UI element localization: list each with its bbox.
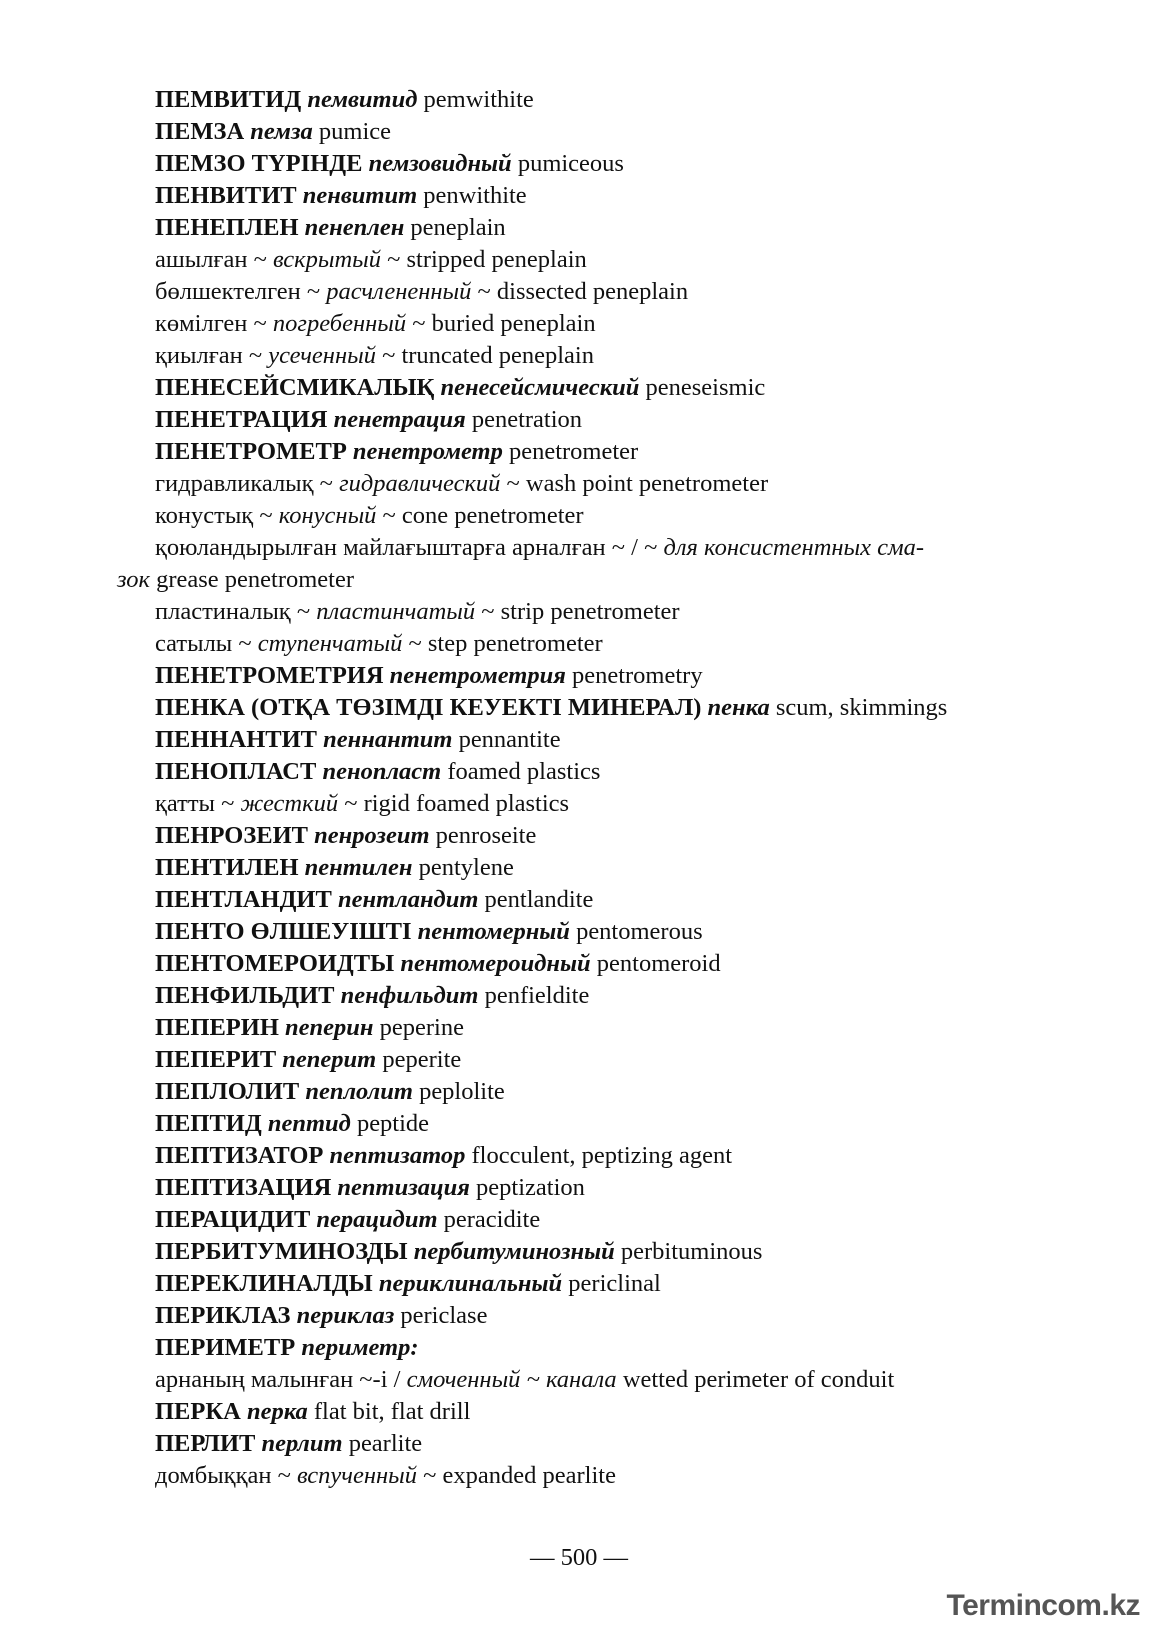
kazakh-headword: ПЕРКА <box>155 1398 241 1425</box>
headword-entry <box>117 660 1017 692</box>
kazakh-term: конустық ~ <box>155 502 273 529</box>
kazakh-headword: ПЕНЕТРАЦИЯ <box>155 406 328 433</box>
english-term: grease penetrometer <box>156 566 355 593</box>
russian-term: пептизация <box>337 1174 470 1201</box>
headword-entry <box>117 1012 1017 1044</box>
kazakh-term: домбыққан ~ <box>155 1462 291 1489</box>
kazakh-headword: ПЕНВИТИТ <box>155 182 297 209</box>
subentry <box>117 276 1017 308</box>
russian-term: пенесейсмический <box>440 374 640 401</box>
english-term: pentylene <box>418 854 514 881</box>
headword-entry <box>117 916 1017 948</box>
kazakh-headword: ПЕРЛИТ <box>155 1430 256 1457</box>
english-term: perbituminous <box>620 1238 763 1265</box>
kazakh-headword: ПЕНКА (ОТҚА ТӨЗІМДІ КЕУЕКТІ МИНЕРАЛ) <box>155 694 702 721</box>
russian-term: перлит <box>261 1430 343 1457</box>
russian-term: пеплолит <box>305 1078 413 1105</box>
kazakh-headword: ПЕНОПЛАСТ <box>155 758 317 785</box>
headword-entry <box>117 852 1017 884</box>
english-term: ~ step penetrometer <box>408 630 603 657</box>
russian-term: пентомерный <box>417 918 570 945</box>
headword-entry <box>117 84 1017 116</box>
entry-continuation <box>117 564 1017 596</box>
russian-term: пенфильдит <box>340 982 479 1009</box>
subentry <box>117 788 1017 820</box>
english-term: ~ expanded pearlite <box>423 1462 616 1489</box>
english-term: ~ rigid foamed plastics <box>344 790 570 817</box>
russian-term: периклаз <box>296 1302 395 1329</box>
kazakh-headword: ПЕНТОМЕРОИДТЫ <box>155 950 395 977</box>
russian-term: пенетрометр <box>352 438 503 465</box>
english-term: ~ stripped peneplain <box>387 246 587 273</box>
kazakh-headword: ПЕМЗА <box>155 118 245 145</box>
kazakh-headword: ПЕНФИЛЬДИТ <box>155 982 335 1009</box>
english-term: pearlite <box>348 1430 423 1457</box>
headword-entry <box>117 1236 1017 1268</box>
russian-term: периметр: <box>301 1334 419 1361</box>
russian-term: погребенный <box>272 310 407 337</box>
english-term: pemwithite <box>423 86 534 113</box>
english-term: foamed plastics <box>447 758 601 785</box>
headword-entry <box>117 1076 1017 1108</box>
headword-entry <box>117 1268 1017 1300</box>
russian-term: пептид <box>267 1110 351 1137</box>
english-term: penetrometer <box>508 438 639 465</box>
headword-entry <box>117 148 1017 180</box>
russian-term: пенвитит <box>302 182 418 209</box>
russian-term: пеперин <box>285 1014 374 1041</box>
kazakh-headword: ПЕННАНТИТ <box>155 726 318 753</box>
subentry <box>117 468 1017 500</box>
kazakh-headword: ПЕРЕКЛИНАЛДЫ <box>155 1270 373 1297</box>
russian-term: расчлененный <box>326 278 472 305</box>
english-term: peptization <box>476 1174 585 1201</box>
kazakh-headword: ПЕРИКЛАЗ <box>155 1302 291 1329</box>
kazakh-headword: ПЕПТИД <box>155 1110 262 1137</box>
russian-term: пеперит <box>282 1046 377 1073</box>
english-term: peperine <box>379 1014 464 1041</box>
english-term: pentomeroid <box>596 950 721 977</box>
subentry <box>117 308 1017 340</box>
russian-term: периклинальный <box>378 1270 563 1297</box>
headword-entry <box>117 948 1017 980</box>
headword-entry <box>117 212 1017 244</box>
kazakh-headword: ПЕПТИЗАТОР <box>155 1142 324 1169</box>
kazakh-headword: ПЕНЕСЕЙСМИКАЛЫҚ <box>155 374 435 401</box>
english-term: flocculent, peptizing agent <box>471 1142 733 1169</box>
page-number: — 500 — <box>530 1544 628 1571</box>
subentry <box>117 1364 1017 1396</box>
russian-term: пентландит <box>337 886 479 913</box>
kazakh-headword: ПЕРАЦИДИТ <box>155 1206 311 1233</box>
russian-term: пенрозеит <box>314 822 430 849</box>
russian-term: гидравлический <box>339 470 501 497</box>
english-term: peplolite <box>419 1078 505 1105</box>
kazakh-headword: ПЕПТИЗАЦИЯ <box>155 1174 332 1201</box>
english-term: peptide <box>356 1110 430 1137</box>
headword-entry <box>117 372 1017 404</box>
russian-term: вспученный <box>296 1462 418 1489</box>
russian-term: пеннантит <box>323 726 453 753</box>
kazakh-term: ашылған ~ <box>155 246 267 273</box>
english-term: scum, skimmings <box>775 694 948 721</box>
english-term: peperite <box>382 1046 462 1073</box>
russian-term: пербитуминозный <box>413 1238 615 1265</box>
headword-entry <box>117 1044 1017 1076</box>
kazakh-term: бөлшектелген ~ <box>155 278 321 305</box>
headword-entry <box>117 1140 1017 1172</box>
headword-entry <box>117 980 1017 1012</box>
russian-term: пенка <box>707 694 770 721</box>
russian-term: усеченный <box>268 342 376 369</box>
kazakh-term: көмілген ~ <box>155 310 267 337</box>
russian-term: пептизатор <box>329 1142 466 1169</box>
russian-term: пенетрометрия <box>389 662 566 689</box>
english-term: ~ buried peneplain <box>412 310 596 337</box>
english-term: ~ truncated peneplain <box>382 342 594 369</box>
headword-entry <box>117 692 1017 724</box>
english-term: periclase <box>400 1302 488 1329</box>
kazakh-term: қиылған ~ <box>155 342 263 369</box>
russian-term: перка <box>246 1398 308 1425</box>
headword-entry <box>117 820 1017 852</box>
headword-entry <box>117 404 1017 436</box>
english-term: ~ dissected peneplain <box>477 278 689 305</box>
kazakh-headword: ПЕНРОЗЕИТ <box>155 822 309 849</box>
english-term: penwithite <box>423 182 527 209</box>
english-term: pennantite <box>458 726 561 753</box>
kazakh-headword: ПЕМВИТИД <box>155 86 302 113</box>
kazakh-headword: ПЕНТЛАНДИТ <box>155 886 332 913</box>
kazakh-term: қоюландырылған майлағыштарға арналған ~ / ~ <box>155 534 658 561</box>
headword-entry <box>117 1332 1017 1364</box>
kazakh-term: гидравликалық ~ <box>155 470 333 497</box>
headword-entry <box>117 1428 1017 1460</box>
russian-term: вскрытый <box>272 246 381 273</box>
kazakh-headword: ПЕНТИЛЕН <box>155 854 299 881</box>
russian-term: жесткий <box>240 790 339 817</box>
russian-term: ступенчатый <box>257 630 403 657</box>
english-term: pumiceous <box>517 150 624 177</box>
russian-term: пенеплен <box>304 214 405 241</box>
kazakh-headword: ПЕМЗО ТҮРІНДЕ <box>155 150 363 177</box>
russian-term: пенетрация <box>333 406 466 433</box>
english-term: penetration <box>471 406 583 433</box>
headword-entry <box>117 1396 1017 1428</box>
headword-entry <box>117 724 1017 756</box>
kazakh-headword: ПЕНТО ӨЛШЕУІШТІ <box>155 918 412 945</box>
kazakh-headword: ПЕНЕТРОМЕТР <box>155 438 347 465</box>
subentry <box>117 532 1017 564</box>
english-term: peneplain <box>410 214 506 241</box>
russian-term: перацидит <box>316 1206 438 1233</box>
subentry <box>117 628 1017 660</box>
english-term: peracidite <box>443 1206 541 1233</box>
kazakh-headword: ПЕПЕРИТ <box>155 1046 277 1073</box>
kazakh-term: қатты ~ <box>155 790 235 817</box>
kazakh-headword: ПЕНЕТРОМЕТРИЯ <box>155 662 384 689</box>
kazakh-headword: ПЕПЛОЛИТ <box>155 1078 300 1105</box>
russian-term: для консистентных сма- <box>663 534 925 561</box>
subentry <box>117 500 1017 532</box>
headword-entry <box>117 436 1017 468</box>
headword-entry <box>117 1108 1017 1140</box>
russian-term: зок <box>117 566 150 593</box>
headword-entry <box>117 756 1017 788</box>
russian-term: конусный <box>278 502 377 529</box>
kazakh-headword: ПЕРИМЕТР <box>155 1334 296 1361</box>
russian-term: пентилен <box>304 854 413 881</box>
english-term: pumice <box>318 118 392 145</box>
english-term: pentomerous <box>576 918 703 945</box>
watermark-logo: Termincom.kz <box>946 1589 1140 1622</box>
kazakh-term: пластиналық ~ <box>155 598 311 625</box>
russian-term: пемвитид <box>307 86 418 113</box>
russian-term: пентомероидный <box>400 950 591 977</box>
kazakh-headword: ПЕПЕРИН <box>155 1014 279 1041</box>
russian-term: пемза <box>250 118 313 145</box>
english-term: penroseite <box>435 822 537 849</box>
english-term: penfieldite <box>484 982 590 1009</box>
headword-entry <box>117 884 1017 916</box>
headword-entry <box>117 1204 1017 1236</box>
russian-term: смоченный ~ канала <box>406 1366 617 1393</box>
russian-term: пластинчатый <box>316 598 476 625</box>
entry-list <box>117 84 1017 1492</box>
headword-entry <box>117 180 1017 212</box>
kazakh-headword: ПЕРБИТУМИНОЗДЫ <box>155 1238 408 1265</box>
subentry <box>117 340 1017 372</box>
headword-entry <box>117 1300 1017 1332</box>
subentry <box>117 244 1017 276</box>
english-term: ~ strip penetrometer <box>481 598 680 625</box>
kazakh-headword: ПЕНЕПЛЕН <box>155 214 299 241</box>
english-term: flat bit, flat drill <box>313 1398 471 1425</box>
english-term: peneseismic <box>645 374 766 401</box>
english-term: wetted perimeter of conduit <box>622 1366 895 1393</box>
subentry <box>117 596 1017 628</box>
kazakh-term: сатылы ~ <box>155 630 252 657</box>
subentry <box>117 1460 1017 1492</box>
kazakh-term: арнаның малынған ~-і / <box>155 1366 401 1393</box>
english-term: pentlandite <box>484 886 594 913</box>
english-term: periclinal <box>568 1270 661 1297</box>
english-term: ~ cone penetrometer <box>382 502 584 529</box>
english-term: ~ wash point penetrometer <box>506 470 769 497</box>
russian-term: пенопласт <box>322 758 442 785</box>
russian-term: пемзовидный <box>368 150 512 177</box>
headword-entry <box>117 1172 1017 1204</box>
headword-entry <box>117 116 1017 148</box>
english-term: penetrometry <box>571 662 703 689</box>
